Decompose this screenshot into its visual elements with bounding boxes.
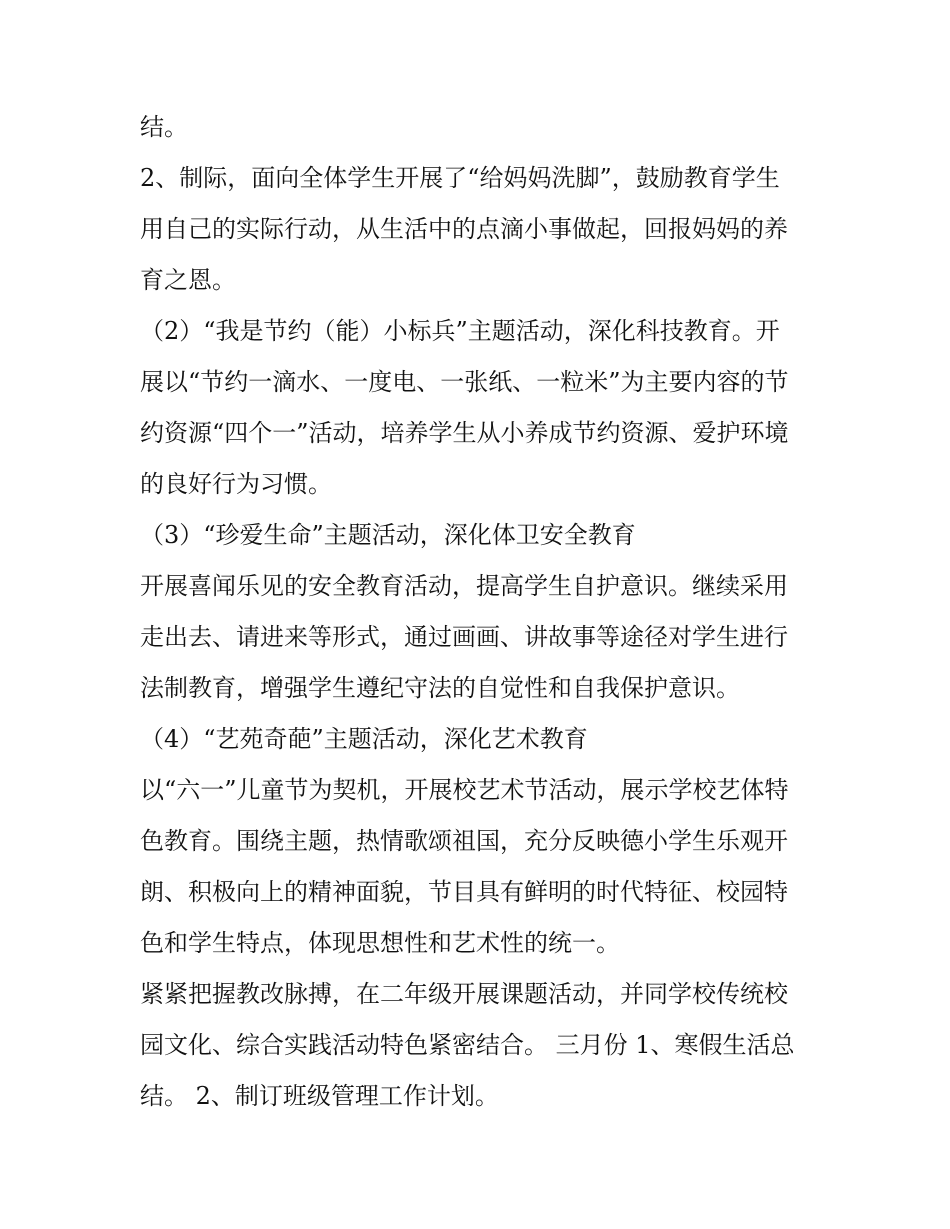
text-line: （4）“艺苑奇葩”主题活动，深化艺术教育: [140, 725, 588, 753]
text-line: 的良好行为习惯。: [140, 470, 332, 498]
text-line: 结。: [140, 113, 188, 141]
text-line: 用自己的实际行动，从生活中的点滴小事做起，回报妈妈的养: [140, 215, 788, 243]
text-line: 以“六一”儿童节为契机，开展校艺术节活动，展示学校艺体特: [140, 776, 789, 804]
text-line: 色教育。围绕主题，热情歌颂祖国，充分反映德小学生乐观开: [140, 827, 788, 855]
text-line: 走出去、请进来等形式，通过画画、讲故事等途径对学生进行: [140, 623, 788, 651]
text-line: （3）“珍爱生命”主题活动，深化体卫安全教育: [140, 521, 636, 549]
text-line: 开展喜闻乐见的安全教育活动，提高学生自护意识。继续采用: [140, 572, 788, 600]
text-line: 朗、积极向上的精神面貌，节目具有鲜明的时代特征、校园特: [140, 878, 788, 906]
text-line: 育之恩。: [140, 266, 236, 294]
text-line: 展以“节约一滴水、一度电、一张纸、一粒米”为主要内容的节: [140, 368, 789, 396]
text-line: 园文化、综合实践活动特色紧密结合。 三月份 1、寒假生活总: [140, 1031, 795, 1059]
text-line: 紧紧把握教改脉搏，在二年级开展课题活动，并同学校传统校: [140, 980, 788, 1008]
text-line: （2）“我是节约（能）小标兵”主题活动，深化科技教育。开: [140, 317, 780, 345]
text-line: 法制教育，增强学生遵纪守法的自觉性和自我保护意识。: [140, 674, 740, 702]
text-line: 结。 2、制订班级管理工作计划。: [140, 1082, 499, 1110]
text-line: 约资源“四个一”活动，培养学生从小养成节约资源、爱护环境: [140, 419, 789, 447]
body-text: [140, 102, 820, 1122]
text-line: 色和学生特点，体现思想性和艺术性的统一。: [140, 929, 620, 957]
text-line: 2、制际，面向全体学生开展了“给妈妈洗脚”，鼓励教育学生: [140, 164, 780, 192]
